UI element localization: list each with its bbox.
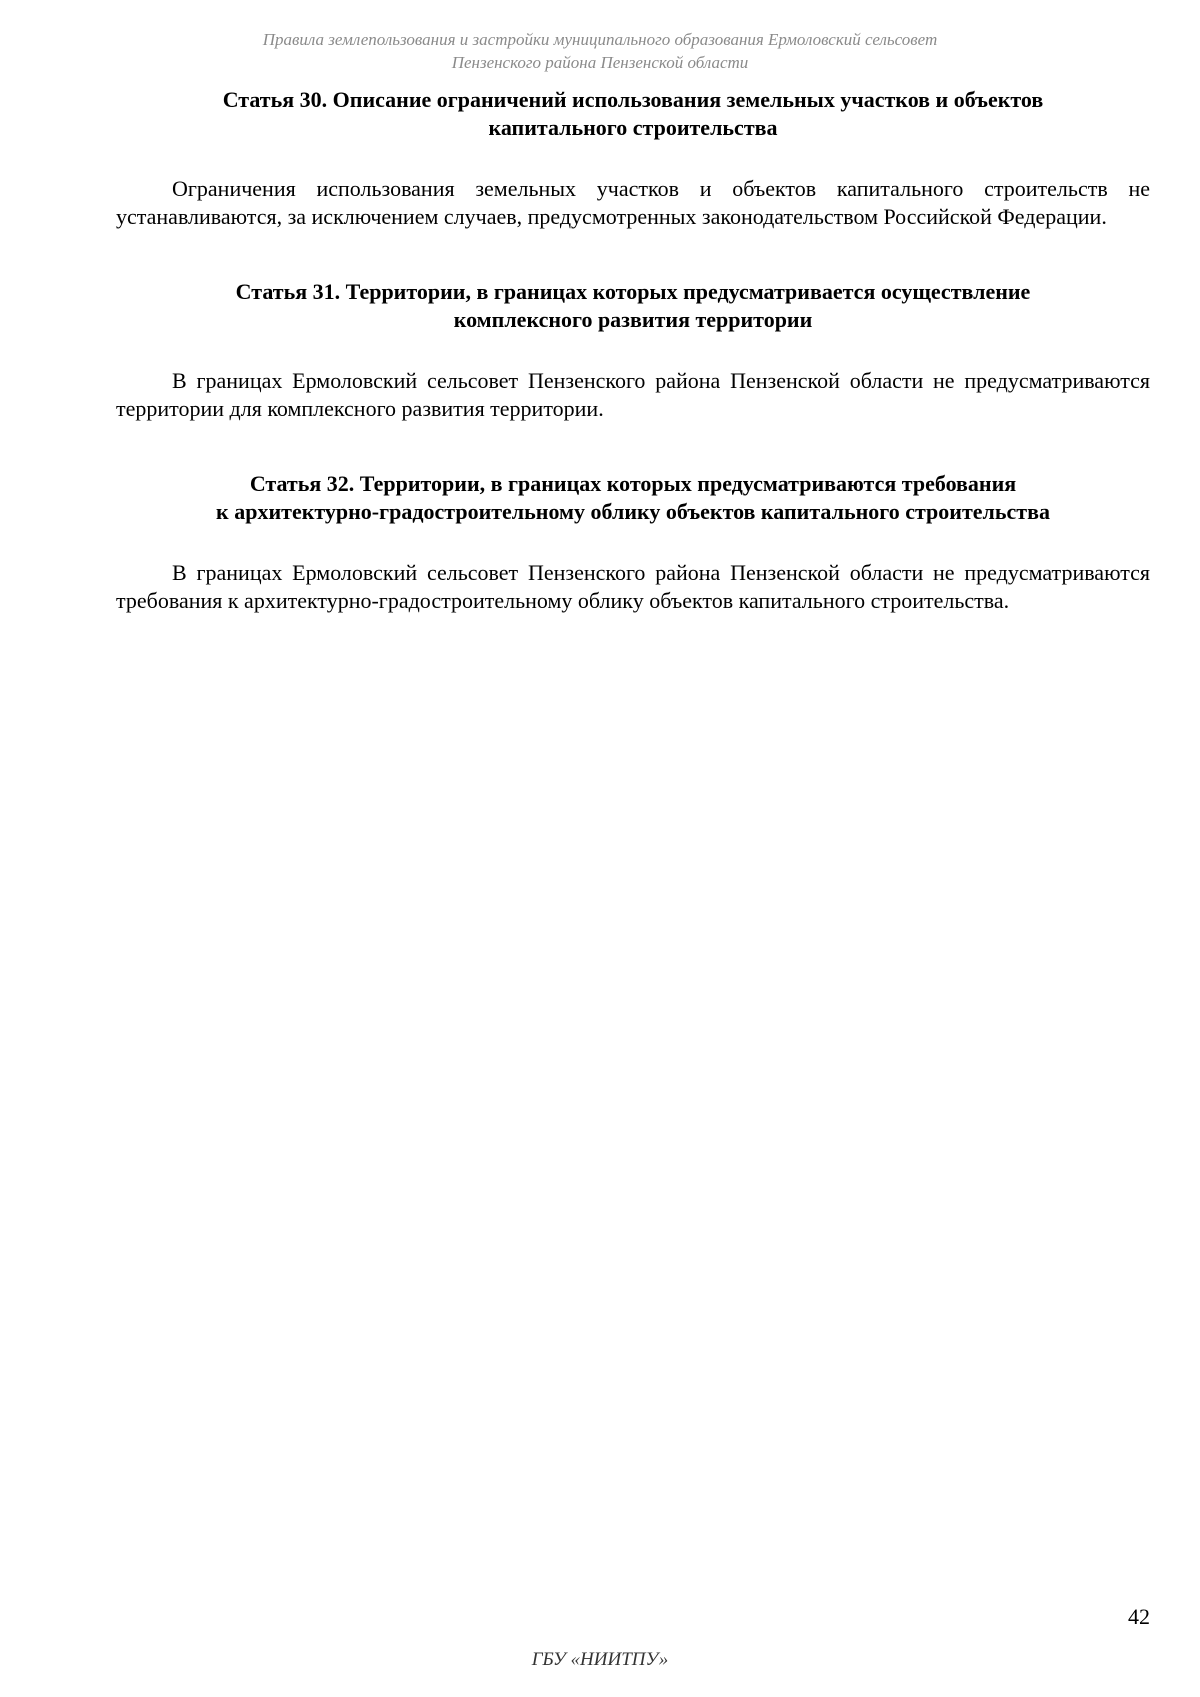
article-30	[116, 86, 1150, 231]
article-title	[116, 470, 1150, 526]
article-paragraph: В границах Ермоловский сельсовет Пензенского района Пензенской области не предусматриваются территории для комплексного развития территории.	[116, 368, 1150, 421]
article-32	[116, 470, 1150, 615]
article-title	[116, 86, 1150, 142]
document-body	[116, 86, 1150, 615]
article-title-line-1: Статья 30. Описание ограничений использования земельных участков и объектов	[222, 87, 1044, 112]
article-title-line-1: Статья 31. Территории, в границах которых предусматривается осуществление	[235, 279, 1031, 304]
article-paragraph: В границах Ермоловский сельсовет Пензенского района Пензенской области не предусматриваются требования к архитектурно-градостроительному облику объектов капитального строительства.	[116, 560, 1150, 613]
article-31	[116, 278, 1150, 423]
article-title	[116, 278, 1150, 334]
running-header-line-1: Правила землепользования и застройки муниципального образования Ермоловский сельсовет	[262, 30, 938, 49]
article-paragraph: Ограничения использования земельных участков и объектов капитального строительств не устанавливаются, за исключением случаев, предусмотренных законодательством Российской Федерации.	[116, 176, 1150, 229]
article-title-line-2: капитального строительства	[488, 115, 778, 140]
article-title-line-2: комплексного развития территории	[453, 307, 813, 332]
article-title-line-2: к архитектурно-градостроительному облику объектов капитального строительства	[216, 499, 1050, 524]
article-title-line-1: Статья 32. Территории, в границах которых предусматриваются требования	[249, 471, 1017, 496]
footer-organization: ГБУ «НИИТПУ»	[531, 1649, 669, 1670]
page-number: 42	[1128, 1604, 1150, 1629]
running-header	[0, 28, 1200, 74]
running-header-line-2: Пензенского района Пензенской области	[451, 53, 749, 72]
